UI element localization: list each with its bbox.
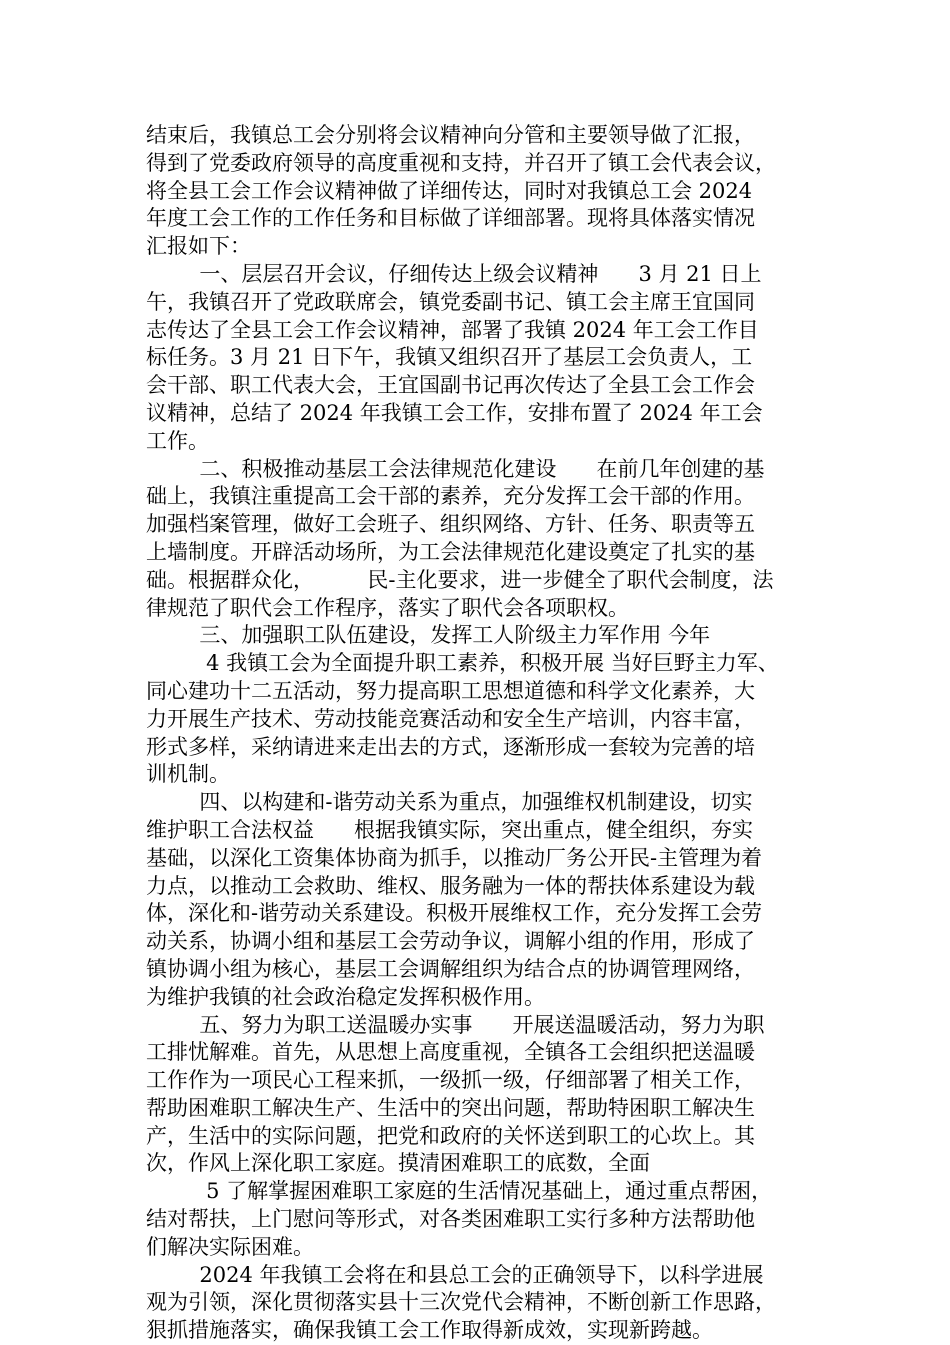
text-line: 工排忧解难。首先，从思想上高度重视，全镇各工会组织把送温暖 [146,1040,755,1065]
text-line: 年度工会工作的工作任务和目标做了详细部署。现将具体落实情况 [146,206,755,231]
text-line: 加强档案管理，做好工会班子、组织网络、方针、任务、职责等五 [146,512,755,537]
text-line: 次，作风上深化职工家庭。摸清困难职工的底数，全面 [146,1151,650,1176]
text-line: 基础，以深化工资集体协商为抓手，以推动厂务公开民-主管理为着 [146,845,763,870]
text-line: 础上，我镇注重提高工会干部的素养，充分发挥工会干部的作用。 [146,484,755,509]
text-line: 工作。 [146,428,209,453]
text-line: 结束后，我镇总工会分别将会议精神向分管和主要领导做了汇报， [146,123,755,147]
text-line: 工作作为一项民心工程来抓，一级抓一级，仔细部署了相关工作， [146,1068,755,1093]
text-line: 训机制。 [146,762,230,787]
text-line: 力点，以推动工会救助、维权、服务融为一体的帮扶体系建设为载 [146,873,755,898]
text-line: 得到了党委政府领导的高度重视和支持，并召开了镇工会代表会议， [146,150,776,175]
text-line: 律规范了职代会工作程序，落实了职代会各项职权。 [146,595,629,620]
text-line: 础。根据群众化， 民-主化要求，进一步健全了职代会制度，法 [146,567,774,592]
text-line: 镇协调小组为核心，基层工会调解组织为结合点的协调管理网络， [146,956,755,981]
text-line: 志传达了全县工会工作会议精神，部署了我镇 2024 年工会工作目 [146,317,759,342]
document-body [146,122,810,1345]
text-line: 帮助困难职工解决生产、生活中的突出问题，帮助特困职工解决生 [146,1095,755,1120]
text-line: 维护职工合法权益 根据我镇实际，突出重点，健全组织，夯实 [146,817,754,842]
text-line: 4 我镇工会为全面提升职工素养，积极开展 当好巨野主力军、 [146,651,779,676]
text-line: 上墙制度。开辟活动场所，为工会法律规范化建设奠定了扎实的基 [146,539,755,564]
text-line: 为维护我镇的社会政治稳定发挥积极作用。 [146,984,545,1009]
text-line: 将全县工会工作会议精神做了详细传达，同时对我镇总工会 2024 [146,178,753,203]
text-line: 午，我镇召开了党政联席会，镇党委副书记、镇工会主席王宜国同 [146,289,755,314]
text-line: 五、努力为职工送温暖办实事 开展送温暖活动，努力为职 [146,1012,765,1037]
text-line: 力开展生产技术、劳动技能竞赛活动和安全生产培训，内容丰富， [146,706,755,731]
text-line: 产，生活中的实际问题，把党和政府的关怀送到职工的心坎上。其 [146,1123,755,1148]
text-line: 狠抓措施落实，确保我镇工会工作取得新成效，实现新跨越。 [146,1318,713,1343]
text-line: 议精神，总结了 2024 年我镇工会工作，安排布置了 2024 年工会 [146,400,763,425]
text-line: 们解决实际困难。 [146,1234,314,1259]
text-line: 二、积极推动基层工会法律规范化建设 在前几年创建的基 [146,456,765,481]
text-line: 四、以构建和-谐劳动关系为重点，加强维权机制建设，切实 [146,790,753,815]
text-line: 体，深化和-谐劳动关系建设。积极开展维权工作，充分发挥工会劳 [146,901,763,926]
text-line: 形式多样，采纳请进来走出去的方式，逐渐形成一套较为完善的培 [146,734,755,759]
text-line: 会干部、职工代表大会，王宜国副书记再次传达了全县工会工作会 [146,373,755,398]
text-line: 标任务。3 月 21 日下午，我镇又组织召开了基层工会负责人，工 [146,345,753,370]
text-line: 5 了解掌握困难职工家庭的生活情况基础上，通过重点帮困， [146,1179,773,1204]
text-line: 2024 年我镇工会将在和县总工会的正确领导下，以科学进展 [146,1262,764,1287]
text-line: 观为引领，深化贯彻落实县十三次党代会精神，不断创新工作思路， [146,1290,776,1315]
text-line: 同心建功十二五活动，努力提高职工思想道德和科学文化素养，大 [146,678,755,703]
text-line: 汇报如下： [146,234,251,259]
text-line: 动关系，协调小组和基层工会劳动争议，调解小组的作用，形成了 [146,929,755,954]
text-line: 结对帮扶，上门慰问等形式，对各类困难职工实行多种方法帮助他 [146,1207,755,1232]
text-line: 一、层层召开会议，仔细传达上级会议精神 3 月 21 日上 [146,261,762,286]
text-line: 三、加强职工队伍建设，发挥工人阶级主力军作用 今年 [146,623,711,648]
